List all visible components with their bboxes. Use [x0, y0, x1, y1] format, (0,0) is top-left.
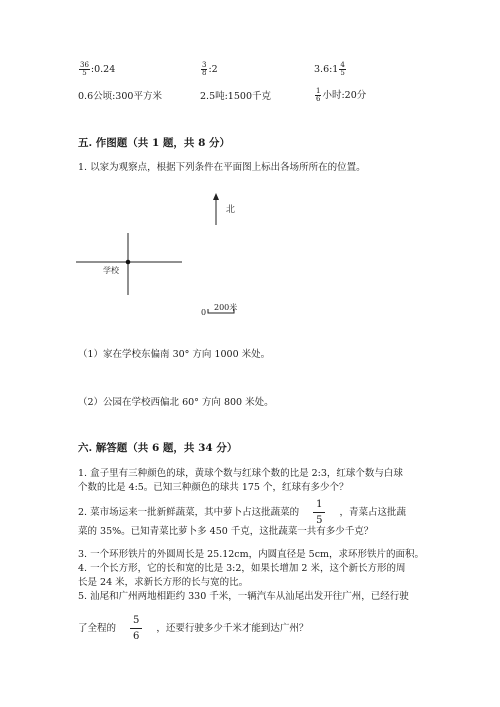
fraction: $\frac{1}{5}$	[313, 498, 325, 527]
fraction: $\frac{4}{5}$	[340, 61, 345, 77]
problem-2-line-2: 菜的 35%。已知青菜比萝卜多 450 千克，这批蔬菜一共有多少千克？	[78, 526, 374, 537]
north-arrowhead-icon	[213, 193, 219, 200]
fraction: $\frac{5}{6}$	[130, 614, 142, 643]
ratio-expr-6: $\frac{1}{6}$ 小时:20分	[316, 87, 367, 103]
scale-zero: 0	[201, 308, 207, 317]
ratio-expr-3: 3.6:1 $\frac{4}{5}$	[314, 61, 345, 77]
section-heading-drawing: 五. 作图题（共 1 题，共 8 分）	[78, 137, 231, 149]
location-map	[70, 185, 270, 325]
question-text: 1. 以家为观察点，根据下列条件在平面图上标出各场所所在的位置。	[78, 162, 366, 173]
ratio-expr-2: $\frac{3}{8}$ :2	[202, 61, 218, 77]
sub-question-2: （2）公园在学校西偏北 60° 方向 800 米处。	[78, 397, 274, 408]
problem-1-line-2: 个数的比是 4:5。已知三种颜色的球共 175 个，红球有多少个？	[78, 482, 349, 493]
section-heading-solutions: 六. 解答题（共 6 题，共 34 分）	[78, 442, 238, 454]
ratio-expr-5: 2.5吨:1500千克	[200, 91, 271, 102]
school-point	[126, 260, 131, 265]
problem-1-line-1: 1. 盒子里有三种颜色的球，黄球个数与红球个数的比是 2:3，红球个数与白球	[78, 468, 403, 479]
problem-3: 3. 一个环形铁片的外圆周长是 25.12cm，内圆直径是 5cm，求环形铁片的面积。	[78, 549, 425, 560]
fraction: $\frac{36}{5}$	[80, 61, 89, 77]
scale-label: 200米	[214, 303, 238, 312]
problem-4-line-1: 4. 一个长方形，它的长和宽的比是 3:2，如果长增加 2 米，这个新长方形的周	[78, 563, 406, 574]
fraction: $\frac{1}{6}$	[316, 87, 321, 103]
ratio-expr-4: 0.6公顷:300平方米	[78, 91, 162, 102]
problem-5-line-1: 5. 汕尾和广州两地相距约 330 千米，一辆汽车从汕尾出发开往广州，已经行驶	[78, 591, 409, 602]
north-label: 北	[226, 205, 236, 215]
fraction: $\frac{3}{8}$	[202, 61, 207, 77]
problem-2-line-1: 2. 菜市场运来一批新鲜蔬菜，其中萝卜占这批蔬菜的 $\frac{1}{5}$ ，青菜占这批蔬	[78, 499, 406, 526]
sub-question-1: （1）家在学校东偏南 30° 方向 1000 米处。	[78, 349, 271, 360]
problem-5-line-2: 了全程的 $\frac{5}{6}$ ，还要行驶多少千米才能到达广州？	[78, 615, 309, 642]
ratio-expr-1: $\frac{36}{5}$ :0.24	[80, 61, 116, 77]
school-label: 学校	[103, 266, 119, 275]
problem-4-line-2: 长是 24 米，求新长方形的长与宽的比。	[78, 577, 249, 588]
